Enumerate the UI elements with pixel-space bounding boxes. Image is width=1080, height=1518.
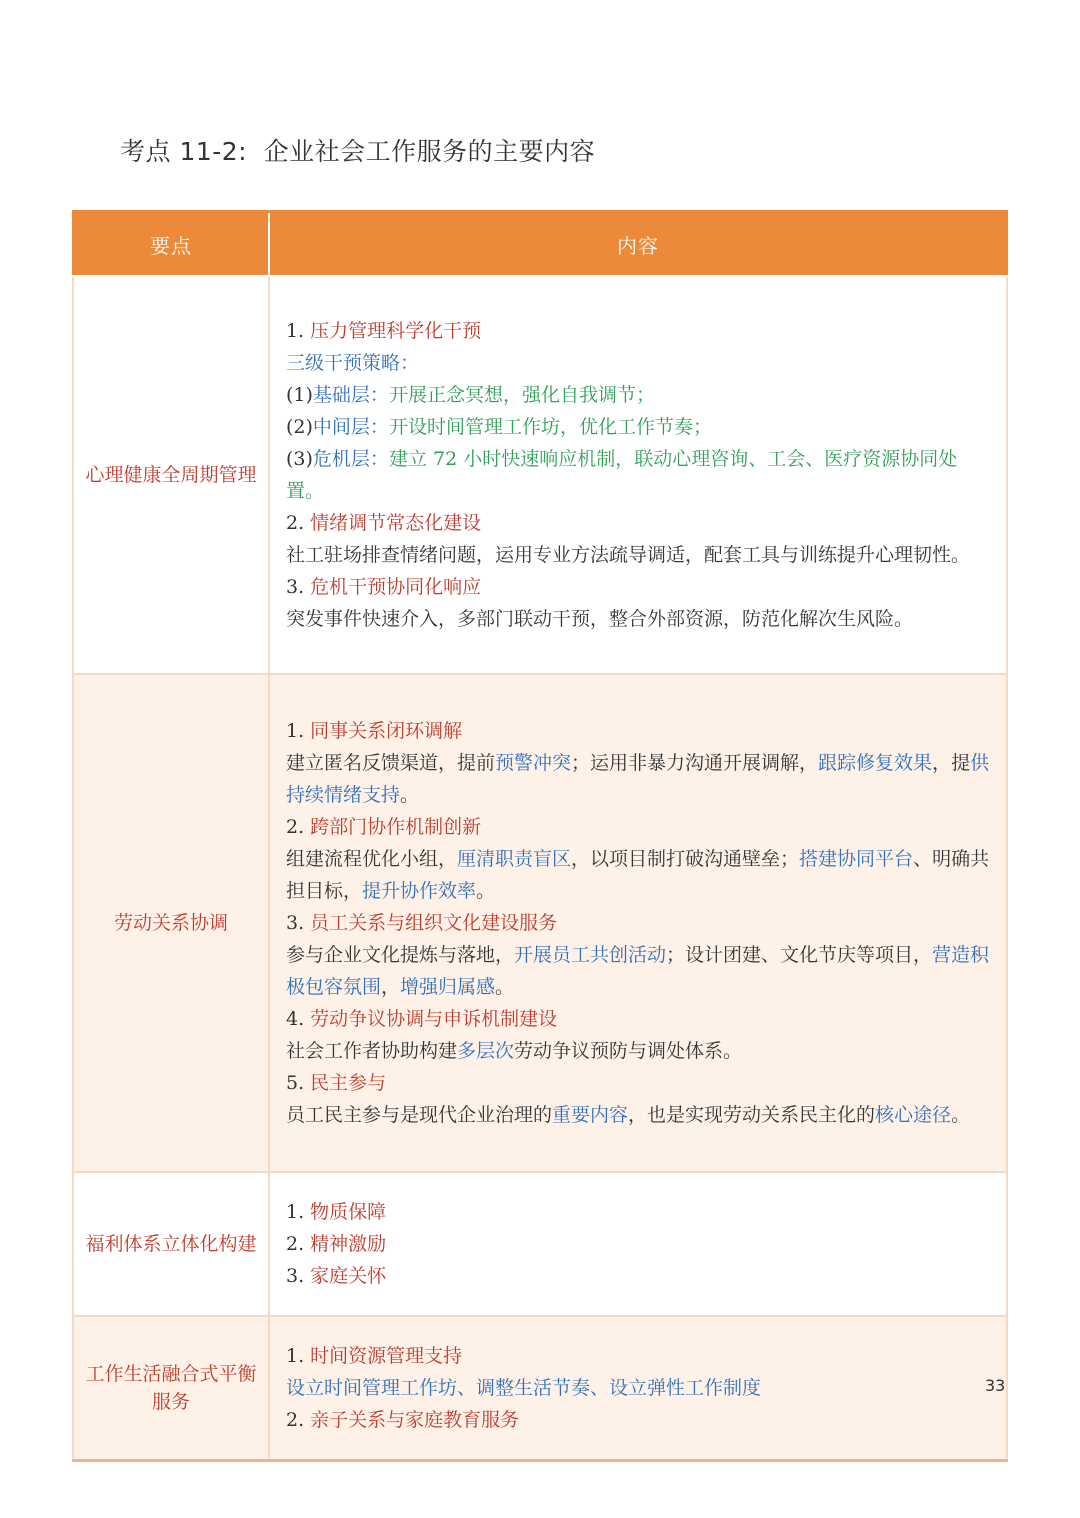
text-segment: 。 — [495, 976, 515, 998]
text-segment: 核心途径 — [875, 1104, 952, 1126]
content-line — [286, 443, 992, 507]
header-content-column: 内容 — [269, 212, 1007, 277]
text-segment: 危机层： — [312, 448, 389, 470]
text-segment: 社工驻场排查情绪问题，运用专业方法疏导调适，配套工具与训练提升心理韧性。 — [286, 544, 971, 566]
text-segment: 、明确共担目标， — [286, 848, 990, 902]
content-line — [286, 715, 992, 747]
text-segment: ；运用非暴力沟通开展调解， — [571, 752, 819, 774]
content-line — [286, 907, 992, 939]
text-segment: ；设计团建、文化节庆等项目， — [666, 944, 933, 966]
text-segment: 跟踪修复效果 — [818, 752, 933, 774]
content-line — [286, 315, 992, 347]
text-segment: 2. — [286, 512, 311, 534]
row-key-cell: 福利体系立体化构建 — [73, 1172, 269, 1316]
content-line — [286, 1196, 992, 1228]
content-line — [286, 539, 992, 571]
text-segment: 民主参与 — [310, 1072, 387, 1094]
text-segment: 亲子关系与家庭教育服务 — [310, 1409, 520, 1431]
content-line — [286, 843, 992, 907]
row-content-cell — [269, 674, 1007, 1172]
content-line — [286, 1228, 992, 1260]
text-segment: 开展员工共创活动 — [514, 944, 667, 966]
page-number: 33 — [985, 1376, 1006, 1395]
row-key-cell: 工作生活融合式平衡服务 — [73, 1316, 269, 1461]
text-segment: 跨部门协作机制创新 — [310, 816, 482, 838]
row-key-cell: 劳动关系协调 — [73, 674, 269, 1172]
text-segment: 情绪调节常态化建设 — [310, 512, 482, 534]
row-content-cell — [269, 276, 1007, 674]
text-segment: 3. — [286, 1265, 311, 1287]
text-segment: 突发事件快速介入，多部门联动干预，整合外部资源，防范化解次生风险。 — [286, 608, 914, 630]
text-segment: 1. — [286, 720, 311, 742]
text-segment: ，也是实现劳动关系民主化的 — [628, 1104, 876, 1126]
table-row — [73, 1316, 1007, 1461]
content-line — [286, 347, 992, 379]
content-line — [286, 1372, 992, 1404]
row-key-cell: 心理健康全周期管理 — [73, 276, 269, 674]
text-segment: (2) — [286, 416, 313, 438]
text-segment: 劳动争议协调与申诉机制建设 — [310, 1008, 558, 1030]
text-segment: 开设时间管理工作坊，优化工作节奏； — [388, 416, 712, 438]
text-segment: 提升协作效率 — [362, 880, 477, 902]
text-segment: 精神激励 — [310, 1233, 387, 1255]
content-line — [286, 1260, 992, 1292]
text-segment: 设立时间管理工作坊、调整生活节奏、设立弹性工作制度 — [286, 1377, 762, 1399]
text-segment: 劳动争议预防与调处体系。 — [514, 1040, 743, 1062]
text-segment: 员工关系与组织文化建设服务 — [310, 912, 558, 934]
content-line — [286, 411, 992, 443]
text-segment: ，提 — [932, 752, 971, 774]
content-line — [286, 1067, 992, 1099]
content-line — [286, 1099, 992, 1131]
header-key-column: 要点 — [73, 212, 269, 277]
text-segment: 供持续情绪支持 — [286, 752, 990, 806]
text-segment: 压力管理科学化干预 — [310, 320, 482, 342]
content-line — [286, 507, 992, 539]
text-segment: 。 — [400, 784, 420, 806]
content-line — [286, 1404, 992, 1436]
text-segment: 5. — [286, 1072, 311, 1094]
text-segment: ， — [381, 976, 401, 998]
text-segment: (1) — [286, 384, 313, 406]
table-row — [73, 1172, 1007, 1316]
text-segment: 重要内容 — [552, 1104, 629, 1126]
content-line — [286, 571, 992, 603]
text-segment: 2. — [286, 1409, 311, 1431]
text-segment: 中间层： — [312, 416, 389, 438]
text-segment: 建立 72 小时快速响应机制，联动心理咨询、工会、医疗资源协同处置。 — [286, 448, 958, 502]
content-line — [286, 1035, 992, 1067]
text-segment: 组建流程优化小组， — [286, 848, 458, 870]
content-line — [286, 747, 992, 811]
text-segment: 员工民主参与是现代企业治理的 — [286, 1104, 553, 1126]
text-segment: 开展正念冥想，强化自我调节； — [388, 384, 655, 406]
content-line — [286, 1340, 992, 1372]
table-row — [73, 276, 1007, 674]
key-points-table — [72, 210, 1008, 1462]
row-content-cell — [269, 1316, 1007, 1461]
title-label: 考点 11-2: — [120, 137, 248, 166]
page-title — [120, 132, 595, 168]
text-segment: 参与企业文化提炼与落地， — [286, 944, 515, 966]
text-segment: 危机干预协同化响应 — [310, 576, 482, 598]
text-segment: 2. — [286, 816, 311, 838]
text-segment: 厘清职责盲区 — [457, 848, 572, 870]
content-line — [286, 603, 992, 635]
text-segment: 3. — [286, 912, 311, 934]
text-segment: 2. — [286, 1233, 311, 1255]
text-segment: 基础层： — [312, 384, 389, 406]
text-segment: 搭建协同平台 — [799, 848, 914, 870]
content-line — [286, 1003, 992, 1035]
text-segment: 。 — [951, 1104, 971, 1126]
text-segment: 3. — [286, 576, 311, 598]
text-segment: 时间资源管理支持 — [310, 1345, 463, 1367]
table-row — [73, 674, 1007, 1172]
text-segment: 4. — [286, 1008, 311, 1030]
text-segment: 多层次 — [457, 1040, 515, 1062]
text-segment: 社会工作者协助构建 — [286, 1040, 458, 1062]
table-header-row — [73, 212, 1007, 277]
text-segment: 物质保障 — [310, 1201, 387, 1223]
text-segment: 增强归属感 — [400, 976, 496, 998]
text-segment: (3) — [286, 448, 313, 470]
text-segment: 预警冲突 — [495, 752, 572, 774]
text-segment: 1. — [286, 320, 311, 342]
content-line — [286, 939, 992, 1003]
text-segment: 1. — [286, 1201, 311, 1223]
text-segment: 1. — [286, 1345, 311, 1367]
text-segment: 营造积极包容氛围 — [286, 944, 990, 998]
text-segment: ，以项目制打破沟通壁垒； — [571, 848, 800, 870]
text-segment: 三级干预策略： — [286, 352, 420, 374]
text-segment: 建立匿名反馈渠道，提前 — [286, 752, 496, 774]
content-line — [286, 379, 992, 411]
title-text: 企业社会工作服务的主要内容 — [263, 137, 596, 166]
text-segment: 。 — [476, 880, 496, 902]
text-segment: 同事关系闭环调解 — [310, 720, 463, 742]
content-line — [286, 811, 992, 843]
row-content-cell — [269, 1172, 1007, 1316]
text-segment: 家庭关怀 — [310, 1265, 387, 1287]
